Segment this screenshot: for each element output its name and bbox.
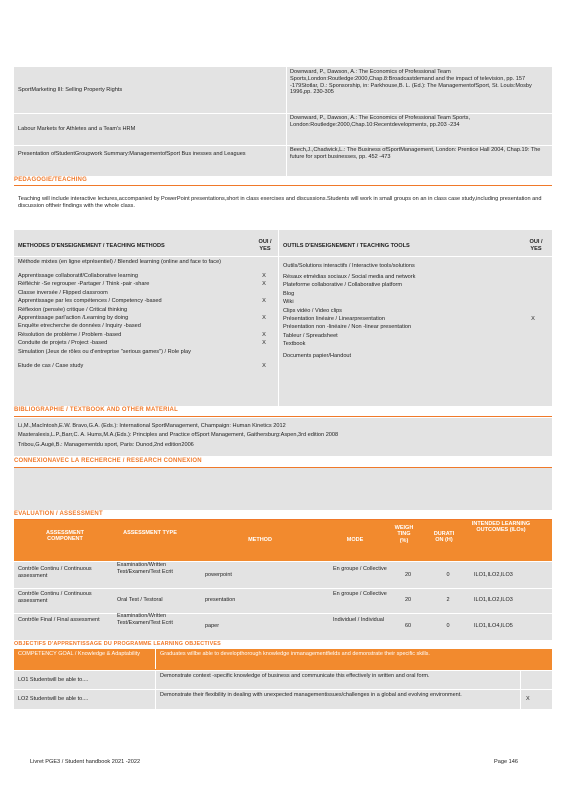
method-item: Classe inversée / Flipped classroom [18, 289, 108, 296]
method-mark: X [262, 273, 266, 279]
objective-desc: Demonstrate context -specific knowledge of business and communicate this effectively in written and oral form. [160, 673, 430, 679]
footer-left: Livret PGE3 / Student handbook 2021 -2022 [30, 759, 141, 765]
method-item: Etude de cas / Case study [18, 363, 84, 370]
top-row-1-right: Downward, P., Dawson, A.: The Economics of Professional Team Sports,London:Routledge:2000,Chap.8:Broadcastdemand and the impact of television, pp. 157 -179Stotlar, D.: Sponsorship, in: Parkhouse,B. L. (Ed.): The ManagementofSport, St. Louis:Mosby 1996,pp. 230-305 [290, 69, 532, 96]
eval-weighting: 20 [404, 572, 412, 578]
tool-mark [526, 341, 540, 353]
eval-type: Examination/Written Test/Examen/Test Ecrit [117, 562, 173, 575]
objectives-head-left: COMPETENCY GOAL / Knowledge & Adaptability [18, 651, 140, 657]
biblio-line: Li,M.,MacIntosh,E.W. Bravo,G.A. (Eds.): International SportManagement, Champaign: Human Kinetics 2012 [18, 423, 286, 429]
method-mark [258, 290, 270, 298]
header-type: ASSESSMENT TYPE [123, 530, 177, 536]
eval-mode: En groupe / Collective [333, 591, 387, 597]
method-mark: X [262, 281, 266, 288]
connexion-heading: CONNEXIONAVEC LA RECHERCHE / RESEARCH CONNEXION [14, 458, 202, 464]
eval-row-line [14, 588, 552, 589]
objectives-col-line [155, 671, 156, 709]
methods-left-header: METHODES D'ENSEIGNEMENT / TEACHING METHODS [18, 243, 165, 249]
evaluation-heading: EVALUATION / ASSESSMENT [14, 511, 103, 517]
biblio-rule [14, 416, 552, 417]
eval-duration: 2 [446, 597, 450, 603]
objectives-col-line [520, 671, 521, 709]
method-mark: X [262, 340, 266, 347]
eval-type: Oral Test / Testoral [117, 597, 163, 603]
method-item: Réfléchir -Se regrouper -Partager / Think -pair -share [18, 281, 150, 288]
header-duration: DURATI ON (H) [433, 531, 455, 544]
tool-mark [526, 263, 540, 274]
objective-desc: Demonstrate their flexibility in dealing with unexpected managementissues/challenges in a global and evolving environment. [160, 692, 462, 698]
pedagogie-text: Teaching will include interactive lectures,accompanied by PowerPoint presentations,short in class exercises and discussions.Students will work in small groups on an in class case study,including presentation and discussion oftheir findings with the whole class. [18, 196, 542, 209]
method-mark [258, 349, 270, 364]
eval-method: paper [205, 623, 220, 629]
methods-right-oui: OUI / YES [529, 239, 543, 252]
objectives-divider [155, 649, 156, 669]
tool-item: Résaux etmédias sociaux / Social media and network [283, 274, 416, 280]
method-mark: X [262, 314, 266, 321]
methods-header-line [14, 256, 552, 257]
method-item: Réflexion (pensée) critique / Critical thinking [18, 306, 128, 313]
method-item: Simulation (Jeux de rôles ou d'entreprise "serious games") / Role play [18, 348, 191, 355]
objectives-heading: OBJECTIFS D'APPRENTISSAGE DU PROGRAMME LEARNING OBJECTIVES [14, 641, 221, 647]
header-method: METHOD [248, 537, 272, 543]
methods-left-oui: OUI / YES [258, 239, 272, 252]
objective-mark: X [526, 696, 530, 702]
eval-type: Examination/Written Test/Examen/Test Ecrit [117, 613, 173, 626]
objectives-head-right: Graduates willbe able to developthorough knowledge inmanagementfields and demonstrate their specific skills. [160, 651, 430, 657]
header-ilos: INTENDED LEARNING OUTCOMES (ILOs) [471, 521, 531, 534]
tool-item: Présentation non -linéaire / Non -linear presentation [283, 324, 412, 331]
eval-weighting: 20 [404, 597, 412, 603]
eval-ilos: ILO1,ILO4,ILO5 [474, 623, 513, 629]
tool-item: Outils/Solutions interactifs / Interactive tools/solutions [283, 263, 415, 269]
method-mark [258, 259, 270, 273]
eval-method: presentation [205, 597, 236, 603]
eval-method: powerpoint [205, 572, 232, 578]
pedagogie-heading: PEDAGOGIE/TEACHING [14, 177, 87, 183]
eval-ilos: ILO1,ILO2,ILO3 [474, 572, 513, 578]
tool-mark [526, 333, 540, 341]
method-mark [258, 307, 270, 315]
tool-item: Textbook [283, 341, 306, 348]
top-table-row-line [14, 145, 552, 146]
method-mark [258, 323, 270, 331]
eval-component: Contrôle Final / Final assessment [18, 617, 100, 623]
eval-mode: Individuel / Individual [333, 617, 385, 623]
header-component: ASSESSMENT COMPONENT [46, 530, 84, 543]
tool-mark: X [531, 315, 535, 322]
tool-mark [526, 299, 540, 307]
method-item: Apprentissage parl'action /Learning by doing [18, 314, 129, 321]
method-mark: X [262, 298, 266, 305]
biblio-line: Tribou,G.Augé,B.: Managementdu sport, Paris: Dunod,2nd edition2006 [18, 442, 194, 448]
method-item: Apprentissage par les compétences / Competency -based [18, 298, 162, 305]
objective-lo: LO1 Studentwill be able to.... [18, 677, 89, 683]
tool-item: Documents papier/Handout [283, 353, 352, 360]
top-row-2-left: Labour Markets for Athletes and a Team's HRM [18, 126, 136, 132]
eval-duration: 0 [446, 572, 450, 578]
connexion-box [14, 468, 552, 510]
objective-lo: LO2 Studentwill be able to.... [18, 696, 89, 702]
method-mark: X [262, 331, 266, 338]
footer-page: Page 146 [494, 759, 518, 765]
top-table-row-line [14, 113, 552, 114]
eval-component: Contrôle Continu / Continuous assessment [18, 566, 92, 579]
methods-right-marks [526, 263, 540, 362]
tool-item: Tableur / Spreadsheet [283, 332, 338, 339]
tool-mark [526, 353, 540, 361]
tool-mark [526, 274, 540, 282]
methods-left-marks [258, 259, 270, 372]
tool-mark [526, 291, 540, 299]
eval-weighting: 60 [404, 623, 412, 629]
method-item: Méthode mixtes (en ligne etprésentiel) / Blended learning (online and face to face) [18, 259, 222, 265]
header-mode: MODE [346, 537, 364, 543]
methods-left-list [18, 259, 274, 372]
method-item: Conduite de projets / Project -based [18, 340, 108, 347]
tool-item: Wiki [283, 299, 294, 306]
method-mark: X [262, 363, 266, 370]
method-item: Apprentissage collaboratif/Collaborative learning [18, 273, 139, 279]
eval-mode: En groupe / Collective [333, 566, 387, 572]
biblio-line: Masteralexis,L.P.,Barr,C. A. Hums,M.A.(Eds.): Principles and Practice ofSport Management, Gaithersburg:Aspen,3rd edition 2008 [18, 432, 339, 438]
methods-right-list [283, 263, 513, 362]
methods-right-header: OUTILS D'ENSEIGNEMENT / TEACHING TOOLS [283, 243, 410, 249]
tool-item: Présentation linéaire / Linearpresentation [283, 315, 385, 322]
tool-mark [526, 282, 540, 290]
method-item: Résolution de problème / Problem -based [18, 331, 122, 338]
eval-ilos: ILO1,ILO2,ILO3 [474, 597, 513, 603]
top-row-1-left: SportMarketing III: Selling Property Rights [18, 87, 123, 93]
top-row-2-right: Downward, P., Dawson, A.: The Economics of Professional Team Sports, London:Routledge:2000,Chap.10:Recentdevelopments, pp.203 -234 [290, 115, 471, 128]
top-row-3-right: Beech,J.,Chadwick,L.: The Business ofSportManagement, London: Prentice Hall 2004, Chap.19: The future for sport businesses, pp. 452 -473 [290, 147, 541, 160]
eval-component: Contrôle Continu / Continuous assessment [18, 591, 92, 604]
pedagogie-rule [14, 185, 552, 186]
tool-item: Clips vidéo / Video clips [283, 307, 342, 314]
header-weighting: WEIGH TING (%) [394, 525, 414, 544]
method-item: Enquête etrecherche de données / Inquiry -based [18, 323, 141, 330]
tool-item: Plateforme collaborative / Collaborative platform [283, 282, 403, 289]
top-row-3-left: Presentation ofStudentGroupwork Summary:ManagementofSport Bus inesses and Leagues [18, 151, 246, 157]
biblio-heading: BIBLIOGRAPHIE / TEXTBOOK AND OTHER MATERIAL [14, 407, 178, 413]
tool-mark [526, 324, 540, 332]
top-table-divider [286, 67, 287, 176]
objectives-row-line [14, 689, 552, 690]
tool-mark [526, 308, 540, 316]
eval-row-line [14, 613, 552, 614]
eval-duration: 0 [446, 623, 450, 629]
tool-item: Blog [283, 290, 295, 297]
